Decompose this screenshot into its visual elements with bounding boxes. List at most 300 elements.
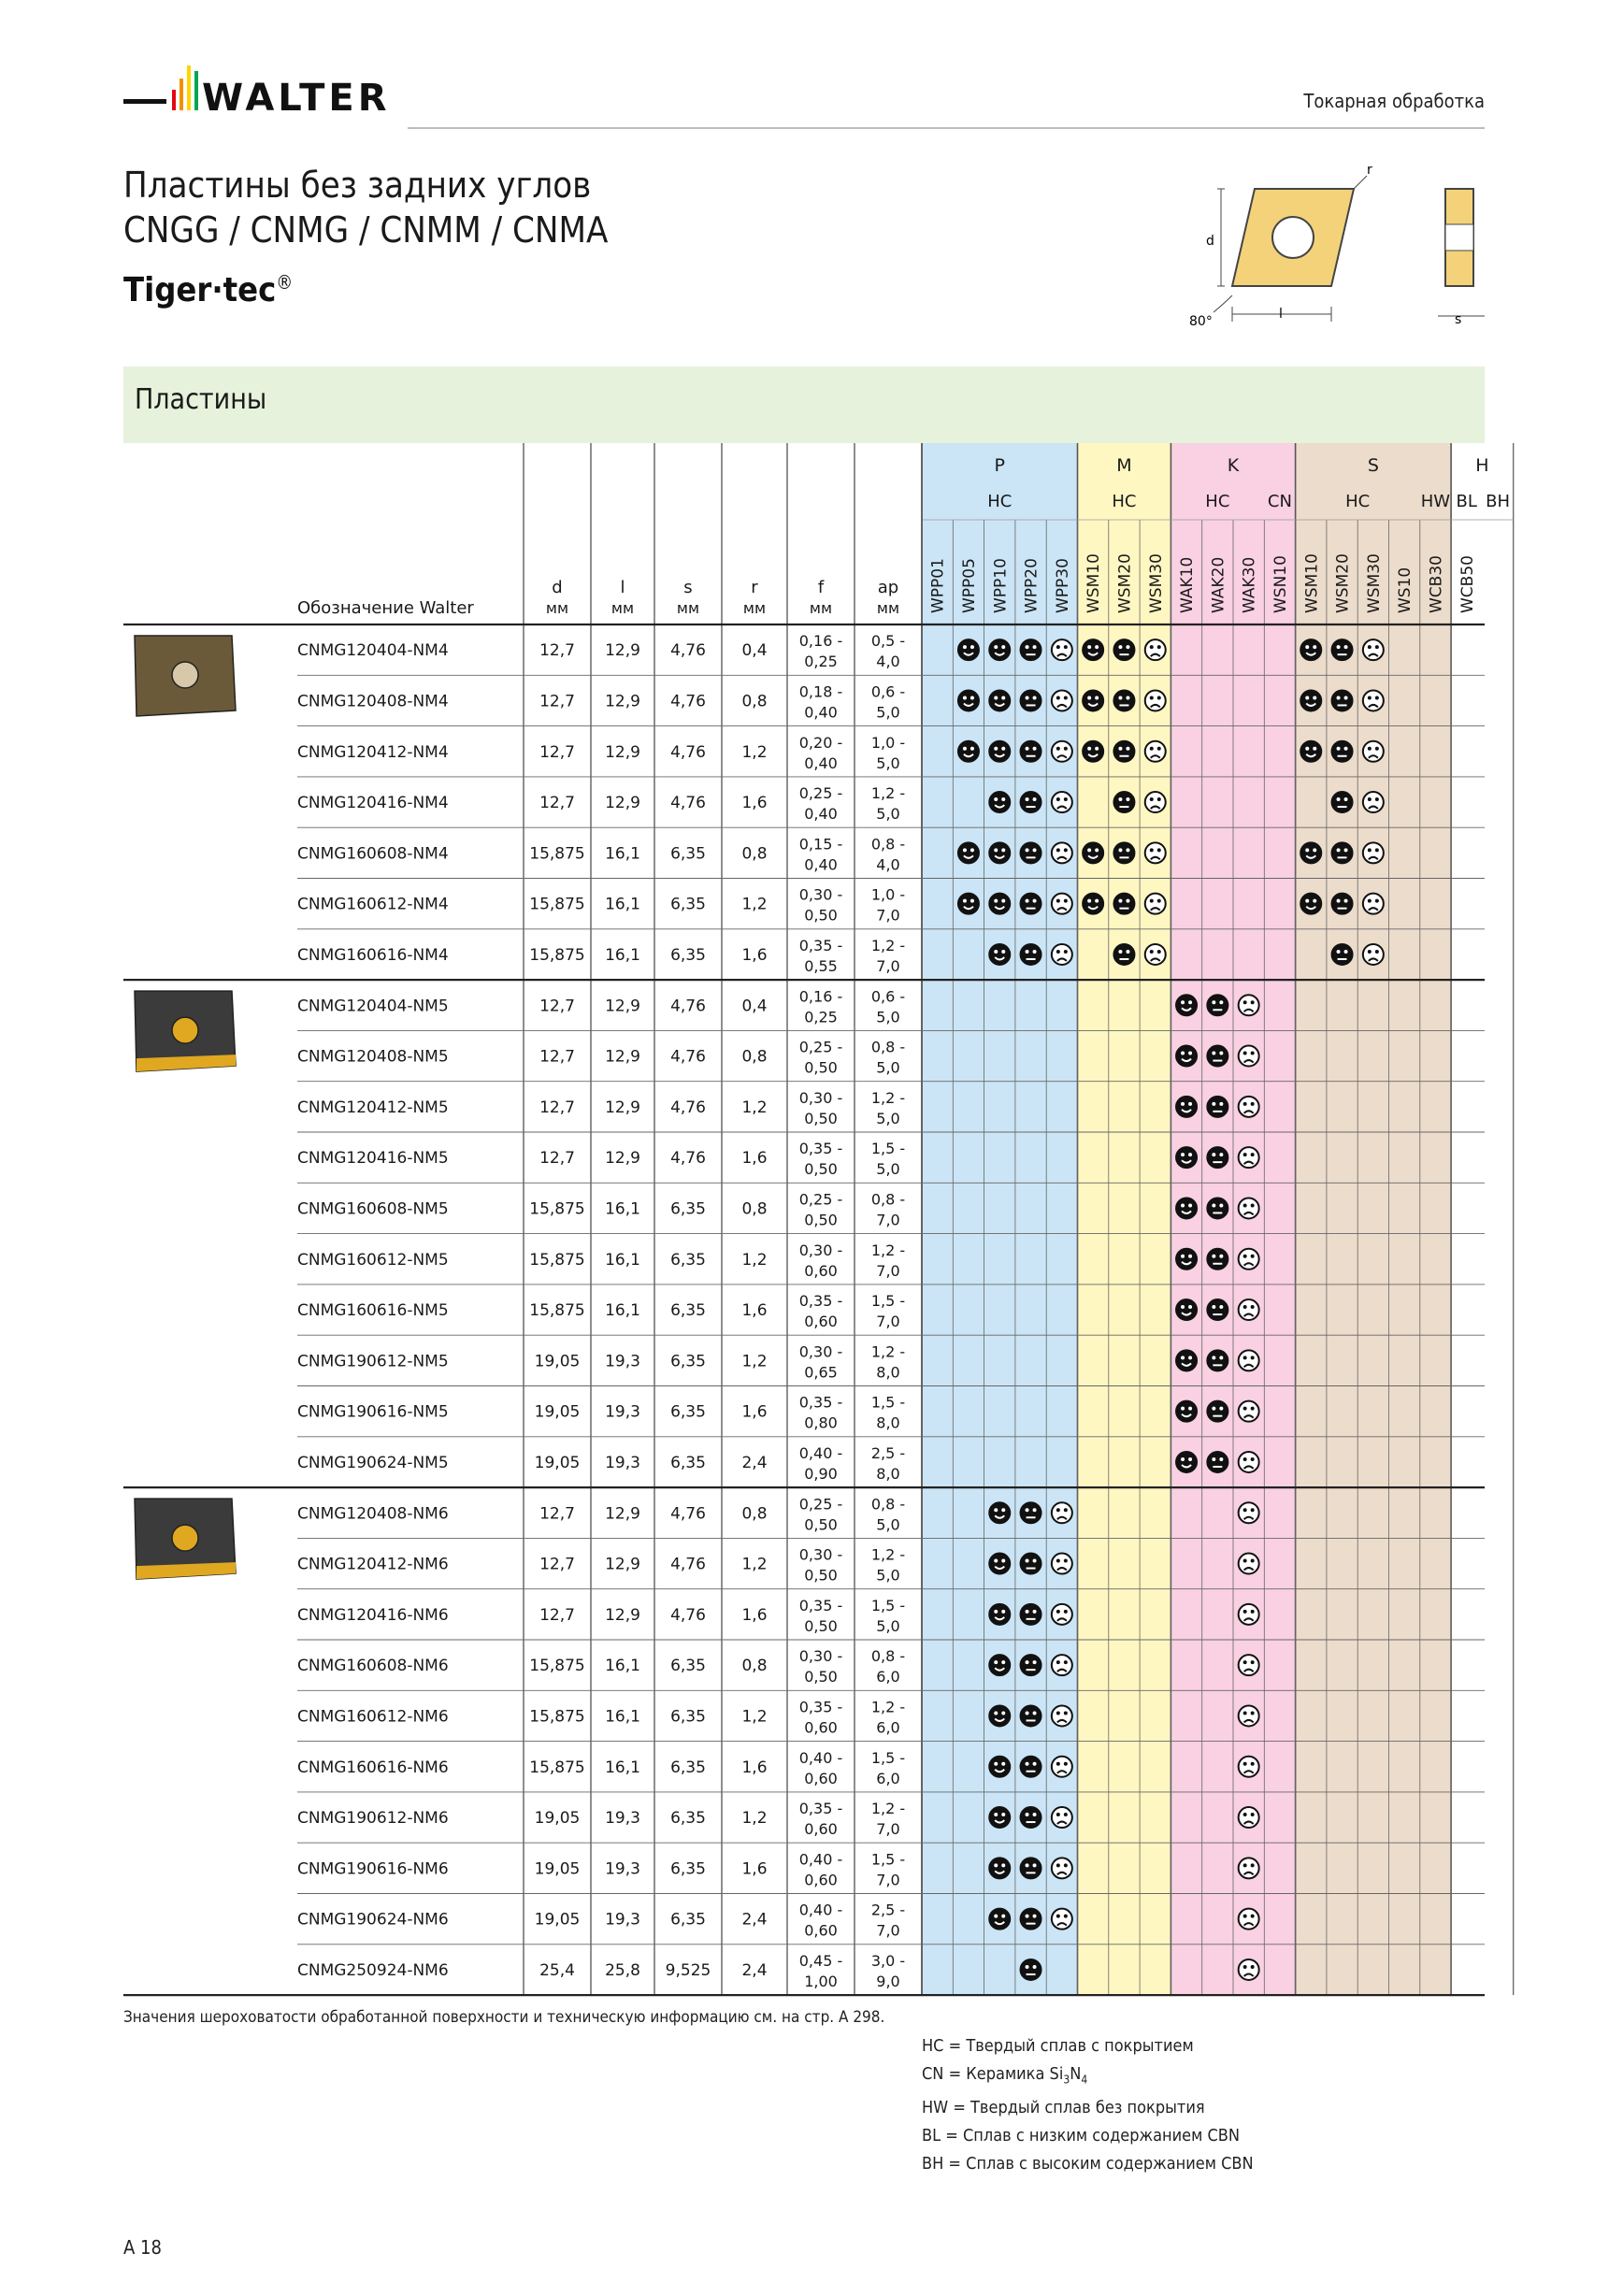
row-dim-value: 4,76	[670, 1605, 706, 1625]
limited-application-icon	[1239, 1705, 1259, 1726]
row-range-to: 0,60	[804, 1261, 838, 1280]
good-application-icon	[989, 1858, 1010, 1878]
row-dim-value: 12,9	[605, 1555, 640, 1574]
row-dim-value: 16,1	[605, 1250, 640, 1270]
row-dim-value: 6,35	[670, 844, 706, 864]
good-application-icon	[989, 1604, 1010, 1625]
medium-application-icon	[1332, 792, 1353, 812]
row-range-from: 0,5 -	[870, 632, 906, 651]
row-dim-value: 6,35	[670, 895, 706, 914]
row-range-to: 0,50	[804, 1058, 838, 1077]
grade-label: WAK10	[1178, 556, 1198, 613]
good-application-icon	[1083, 741, 1103, 762]
limited-application-icon	[1239, 1198, 1259, 1218]
insert-image-hole	[172, 1525, 198, 1551]
grade-label: WPP01	[928, 558, 948, 613]
row-dim-value: 19,05	[534, 1859, 581, 1879]
row-range-to: 4,0	[876, 855, 900, 874]
row-range-to: 0,50	[804, 1211, 838, 1229]
row-dim-value: 15,875	[529, 1707, 585, 1727]
material-subgroup-label: CN	[1267, 492, 1292, 511]
row-range-from: 1,0 -	[870, 733, 906, 752]
row-dim-value: 0,8	[741, 844, 768, 864]
good-application-icon	[989, 792, 1010, 812]
row-dim-value: 1,2	[741, 1352, 768, 1371]
row-range-from: 0,30 -	[798, 1241, 843, 1259]
row-dim-value: 19,05	[534, 1453, 581, 1472]
row-dim-value: 1,2	[741, 742, 768, 762]
page-number: A 18	[123, 2236, 162, 2259]
row-designation: CNMG120412-NM5	[297, 1098, 449, 1117]
medium-application-icon	[1207, 1299, 1228, 1320]
good-application-icon	[1176, 1097, 1197, 1117]
row-range-to: 6,0	[876, 1718, 900, 1737]
row-designation: CNMG160608-NM6	[297, 1657, 449, 1676]
row-range-to: 0,50	[804, 1160, 838, 1179]
row-range-to: 0,50	[804, 1668, 838, 1686]
legend-hc: HC = Твердый сплав с покрытием	[922, 2036, 1194, 2056]
row-range-from: 1,5 -	[870, 1292, 906, 1311]
limited-application-icon	[1239, 1401, 1259, 1422]
row-dim-value: 12,7	[539, 1047, 575, 1067]
medium-application-icon	[1207, 1198, 1228, 1218]
grade-label: WCB50	[1458, 555, 1477, 613]
row-dim-value: 12,9	[605, 1098, 640, 1117]
medium-application-icon	[1021, 944, 1041, 965]
good-application-icon	[989, 842, 1010, 863]
good-application-icon	[1176, 1350, 1197, 1370]
row-range-to: 5,0	[876, 1109, 900, 1127]
grade-label: WSM30	[1146, 553, 1166, 613]
limited-application-icon	[1239, 1655, 1259, 1675]
limited-application-icon	[1052, 741, 1072, 762]
drawing-label-d: d	[1206, 234, 1214, 249]
row-dim-value: 16,1	[605, 945, 640, 965]
limited-application-icon	[1145, 944, 1166, 965]
limited-application-icon	[1239, 1858, 1259, 1878]
medium-application-icon	[1113, 894, 1134, 914]
row-dim-value: 4,76	[670, 1047, 706, 1067]
row-dim-value: 19,05	[534, 1809, 581, 1829]
row-dim-value: 1,6	[741, 1605, 768, 1625]
row-range-from: 1,5 -	[870, 1596, 906, 1614]
grade-label: WSM30	[1364, 553, 1384, 613]
good-application-icon	[958, 690, 979, 710]
limited-application-icon	[1052, 1807, 1072, 1828]
row-range-from: 0,30 -	[798, 1342, 843, 1361]
good-application-icon	[1300, 639, 1321, 660]
medium-application-icon	[1021, 690, 1041, 710]
limited-application-icon	[1239, 1299, 1259, 1320]
row-range-to: 0,50	[804, 1566, 838, 1585]
row-designation: CNMG120404-NM4	[297, 641, 449, 661]
row-range-to: 0,50	[804, 1616, 838, 1635]
medium-application-icon	[1113, 792, 1134, 812]
good-application-icon	[1300, 842, 1321, 863]
row-range-to: 0,50	[804, 1109, 838, 1127]
row-range-to: 7,0	[876, 1820, 900, 1839]
row-dim-value: 6,35	[670, 1758, 706, 1777]
material-group-label: M	[1116, 455, 1132, 476]
row-designation: CNMG120412-NM4	[297, 742, 449, 762]
medium-application-icon	[1113, 944, 1134, 965]
row-range-to: 7,0	[876, 906, 900, 925]
medium-application-icon	[1207, 1046, 1228, 1067]
row-range-to: 0,60	[804, 1871, 838, 1889]
drawing-label-l: l	[1279, 307, 1283, 322]
medium-application-icon	[1021, 842, 1041, 863]
row-dim-value: 15,875	[529, 844, 585, 864]
limited-application-icon	[1145, 741, 1166, 762]
medium-application-icon	[1207, 1249, 1228, 1270]
section-band-title: Пластины	[135, 383, 267, 416]
row-dim-value: 4,76	[670, 641, 706, 661]
row-range-to: 1,00	[804, 1972, 838, 1990]
row-range-from: 0,35 -	[798, 1800, 843, 1818]
medium-application-icon	[1332, 741, 1353, 762]
grade-label: WAK30	[1240, 556, 1259, 613]
dim-header-unit: мм	[610, 599, 635, 617]
row-dim-value: 16,1	[605, 895, 640, 914]
row-dim-value: 1,6	[741, 1859, 768, 1879]
row-dim-value: 15,875	[529, 1657, 585, 1676]
row-designation: CNMG160612-NM6	[297, 1707, 449, 1727]
medium-application-icon	[1021, 1604, 1041, 1625]
row-range-from: 1,2 -	[870, 1342, 906, 1361]
limited-application-icon	[1239, 1249, 1259, 1270]
row-designation: CNMG160616-NM6	[297, 1758, 449, 1777]
material-group-bg	[1078, 443, 1171, 1995]
row-dim-value: 19,3	[605, 1859, 640, 1879]
row-range-from: 0,25 -	[798, 784, 843, 803]
row-designation: CNMG190612-NM5	[297, 1352, 449, 1371]
limited-application-icon	[1239, 1959, 1259, 1980]
row-dim-value: 0,8	[741, 1657, 768, 1676]
row-dim-value: 19,05	[534, 1910, 581, 1930]
good-application-icon	[1176, 995, 1197, 1015]
dim-header-label: ap	[877, 578, 899, 597]
good-application-icon	[1300, 690, 1321, 710]
row-range-to: 0,60	[804, 1313, 838, 1331]
row-range-to: 5,0	[876, 1616, 900, 1635]
row-range-from: 1,5 -	[870, 1748, 906, 1767]
material-subgroup-label: HC	[1345, 492, 1371, 511]
row-dim-value: 2,4	[741, 1960, 768, 1980]
row-dim-value: 0,8	[741, 692, 768, 711]
row-dim-value: 12,9	[605, 1504, 640, 1524]
row-range-from: 3,0 -	[870, 1951, 906, 1970]
row-dim-value: 12,9	[605, 692, 640, 711]
row-dim-value: 19,05	[534, 1402, 581, 1422]
grade-label: WS10	[1396, 567, 1415, 613]
row-dim-value: 19,3	[605, 1809, 640, 1829]
row-designation: CNMG160612-NM4	[297, 895, 449, 914]
medium-application-icon	[1021, 741, 1041, 762]
medium-application-icon	[1021, 1959, 1041, 1980]
medium-application-icon	[1207, 995, 1228, 1015]
medium-application-icon	[1021, 1554, 1041, 1574]
row-range-to: 0,25	[804, 1008, 838, 1026]
medium-application-icon	[1021, 639, 1041, 660]
medium-application-icon	[1021, 894, 1041, 914]
good-application-icon	[989, 741, 1010, 762]
row-dim-value: 4,76	[670, 1555, 706, 1574]
row-designation: CNMG120416-NM5	[297, 1149, 449, 1169]
good-application-icon	[989, 1554, 1010, 1574]
legend-hw: HW = Твердый сплав без покрытия	[922, 2097, 1205, 2117]
row-designation: CNMG190624-NM6	[297, 1910, 449, 1930]
row-dim-value: 25,4	[539, 1960, 575, 1980]
dim-header-label: d	[552, 578, 563, 597]
grade-label: WSM20	[1115, 553, 1135, 613]
row-dim-value: 12,7	[539, 1555, 575, 1574]
dim-header-label: s	[683, 578, 693, 597]
row-dim-value: 16,1	[605, 1657, 640, 1676]
material-group-label: P	[994, 455, 1005, 476]
row-range-from: 0,35 -	[798, 1698, 843, 1716]
good-application-icon	[1083, 690, 1103, 710]
good-application-icon	[989, 1502, 1010, 1523]
medium-application-icon	[1021, 1705, 1041, 1726]
row-designation: CNMG120416-NM4	[297, 794, 449, 813]
row-dim-value: 1,2	[741, 1707, 768, 1727]
row-range-to: 0,60	[804, 1921, 838, 1940]
row-range-to: 9,0	[876, 1972, 900, 1990]
row-range-to: 0,55	[804, 956, 838, 975]
good-application-icon	[1176, 1249, 1197, 1270]
row-range-to: 0,40	[804, 855, 838, 874]
row-range-to: 5,0	[876, 1008, 900, 1026]
row-range-to: 0,40	[804, 753, 838, 772]
row-designation: CNMG160608-NM4	[297, 844, 449, 864]
row-range-from: 1,2 -	[870, 1698, 906, 1716]
legend-cn: CN = Керамика $Si_3N_4$	[922, 2064, 1088, 2087]
row-dim-value: 4,76	[670, 692, 706, 711]
row-range-from: 0,40 -	[798, 1748, 843, 1767]
medium-application-icon	[1332, 690, 1353, 710]
row-dim-value: 16,1	[605, 1199, 640, 1219]
material-group-bg	[1296, 443, 1452, 1995]
row-dim-value: 12,9	[605, 1047, 640, 1067]
limited-application-icon	[1052, 792, 1072, 812]
row-dim-value: 6,35	[670, 1402, 706, 1422]
limited-application-icon	[1239, 1147, 1259, 1168]
row-range-to: 0,50	[804, 906, 838, 925]
row-dim-value: 16,1	[605, 844, 640, 864]
row-range-from: 0,8 -	[870, 1190, 906, 1209]
drawing-label-angle: 80°	[1189, 314, 1213, 329]
row-dim-value: 19,3	[605, 1453, 640, 1472]
row-range-to: 6,0	[876, 1668, 900, 1686]
material-group-label: H	[1475, 455, 1489, 476]
medium-application-icon	[1207, 1147, 1228, 1168]
insert-image-hole	[172, 1017, 198, 1043]
row-dim-value: 4,76	[670, 1504, 706, 1524]
row-range-from: 1,2 -	[870, 1545, 906, 1564]
material-group-label: K	[1227, 455, 1240, 476]
row-range-from: 0,35 -	[798, 936, 843, 954]
drawing-label-r: r	[1367, 166, 1372, 178]
section-label: Токарная обработка	[1303, 90, 1485, 112]
row-dim-value: 1,2	[741, 1555, 768, 1574]
row-range-from: 1,0 -	[870, 885, 906, 904]
limited-application-icon	[1363, 741, 1384, 762]
row-dim-value: 12,9	[605, 794, 640, 813]
row-dim-value: 16,1	[605, 1301, 640, 1321]
dim-header-label: r	[751, 578, 758, 597]
good-application-icon	[1300, 894, 1321, 914]
limited-application-icon	[1239, 1807, 1259, 1828]
row-range-from: 1,2 -	[870, 784, 906, 803]
row-range-to: 5,0	[876, 1515, 900, 1534]
row-dim-value: 19,3	[605, 1352, 640, 1371]
row-dim-value: 25,8	[605, 1960, 640, 1980]
medium-application-icon	[1021, 1909, 1041, 1930]
good-application-icon	[989, 1655, 1010, 1675]
row-range-from: 0,30 -	[798, 1545, 843, 1564]
good-application-icon	[1176, 1046, 1197, 1067]
row-designation: CNMG120416-NM6	[297, 1605, 449, 1625]
row-dim-value: 12,9	[605, 1605, 640, 1625]
row-dim-value: 15,875	[529, 1199, 585, 1219]
row-range-to: 5,0	[876, 703, 900, 722]
row-range-to: 0,60	[804, 1718, 838, 1737]
row-dim-value: 15,875	[529, 895, 585, 914]
limited-application-icon	[1052, 894, 1072, 914]
medium-application-icon	[1113, 842, 1134, 863]
row-dim-value: 1,6	[741, 1149, 768, 1169]
footnote: Значения шероховатости обработанной поверхности и техническую информацию см. на стр. А 298.	[123, 2008, 885, 2027]
limited-application-icon	[1145, 894, 1166, 914]
row-range-from: 0,6 -	[870, 987, 906, 1006]
row-dim-value: 12,7	[539, 692, 575, 711]
row-dim-value: 0,4	[741, 997, 768, 1016]
row-range-from: 0,40 -	[798, 1850, 843, 1869]
row-range-from: 0,30 -	[798, 1088, 843, 1107]
row-designation: CNMG250924-NM6	[297, 1960, 449, 1980]
row-dim-value: 15,875	[529, 1301, 585, 1321]
row-dim-value: 12,7	[539, 1504, 575, 1524]
row-range-from: 0,25 -	[798, 1038, 843, 1056]
medium-application-icon	[1207, 1401, 1228, 1422]
row-range-from: 0,8 -	[870, 835, 906, 854]
row-range-from: 1,5 -	[870, 1850, 906, 1869]
row-dim-value: 19,3	[605, 1910, 640, 1930]
limited-application-icon	[1052, 1554, 1072, 1574]
row-dim-value: 15,875	[529, 1250, 585, 1270]
row-dim-value: 1,6	[741, 1758, 768, 1777]
good-application-icon	[989, 639, 1010, 660]
limited-application-icon	[1363, 842, 1384, 863]
limited-application-icon	[1239, 995, 1259, 1015]
page-title-line1: Пластины без задних углов	[123, 165, 592, 206]
row-dim-value: 1,6	[741, 794, 768, 813]
row-range-to: 0,40	[804, 805, 838, 824]
row-dim-value: 6,35	[670, 1657, 706, 1676]
material-subgroup-label: HW	[1420, 492, 1451, 511]
row-dim-value: 1,6	[741, 945, 768, 965]
row-range-to: 0,65	[804, 1363, 838, 1382]
row-range-to: 7,0	[876, 1871, 900, 1889]
row-dim-value: 4,76	[670, 794, 706, 813]
medium-application-icon	[1332, 944, 1353, 965]
good-application-icon	[958, 741, 979, 762]
row-range-from: 0,40 -	[798, 1443, 843, 1462]
limited-application-icon	[1363, 690, 1384, 710]
row-dim-value: 19,05	[534, 1352, 581, 1371]
row-range-to: 7,0	[876, 1211, 900, 1229]
limited-application-icon	[1239, 1097, 1259, 1117]
limited-application-icon	[1239, 1046, 1259, 1067]
row-designation: CNMG160616-NM4	[297, 945, 449, 965]
medium-application-icon	[1113, 741, 1134, 762]
limited-application-icon	[1052, 842, 1072, 863]
row-range-from: 1,2 -	[870, 1241, 906, 1259]
row-range-to: 0,50	[804, 1515, 838, 1534]
limited-application-icon	[1052, 944, 1072, 965]
grade-label: WSM20	[1333, 553, 1353, 613]
material-group-bg	[1451, 443, 1514, 1995]
row-dim-value: 6,35	[670, 1910, 706, 1930]
row-range-from: 0,30 -	[798, 1647, 843, 1666]
limited-application-icon	[1052, 1705, 1072, 1726]
row-range-from: 2,5 -	[870, 1901, 906, 1919]
material-subgroup-label: BL	[1456, 492, 1477, 511]
row-range-from: 0,35 -	[798, 1596, 843, 1614]
row-range-from: 0,6 -	[870, 682, 906, 701]
row-range-to: 7,0	[876, 1261, 900, 1280]
brand-name: Tiger·tec	[123, 271, 277, 309]
row-designation: CNMG160616-NM5	[297, 1301, 449, 1321]
row-dim-value: 15,875	[529, 1758, 585, 1777]
row-dim-value: 12,7	[539, 794, 575, 813]
row-range-from: 0,45 -	[798, 1951, 843, 1970]
good-application-icon	[958, 639, 979, 660]
good-application-icon	[958, 894, 979, 914]
row-dim-value: 6,35	[670, 1250, 706, 1270]
row-range-from: 0,16 -	[798, 632, 843, 651]
row-dim-value: 6,35	[670, 1301, 706, 1321]
limited-application-icon	[1145, 690, 1166, 710]
good-application-icon	[1083, 894, 1103, 914]
medium-application-icon	[1021, 1502, 1041, 1523]
row-range-to: 7,0	[876, 1313, 900, 1331]
row-range-from: 0,30 -	[798, 885, 843, 904]
medium-application-icon	[1207, 1097, 1228, 1117]
limited-application-icon	[1239, 1757, 1259, 1777]
row-range-to: 5,0	[876, 1566, 900, 1585]
dim-header-unit: мм	[809, 599, 833, 617]
material-subgroup-label: HC	[1205, 492, 1230, 511]
designation-header: Обозначение Walter	[297, 598, 474, 618]
row-dim-value: 9,525	[665, 1960, 711, 1980]
medium-application-icon	[1113, 690, 1134, 710]
row-range-to: 5,0	[876, 1058, 900, 1077]
good-application-icon	[1083, 639, 1103, 660]
row-range-from: 0,15 -	[798, 835, 843, 854]
row-dim-value: 12,7	[539, 1098, 575, 1117]
limited-application-icon	[1239, 1909, 1259, 1930]
row-dim-value: 1,2	[741, 1809, 768, 1829]
row-range-from: 0,8 -	[870, 1495, 906, 1514]
limited-application-icon	[1052, 1604, 1072, 1625]
row-range-to: 7,0	[876, 956, 900, 975]
row-dim-value: 12,7	[539, 641, 575, 661]
row-dim-value: 2,4	[741, 1453, 768, 1472]
limited-application-icon	[1145, 639, 1166, 660]
row-dim-value: 6,35	[670, 945, 706, 965]
row-range-from: 0,8 -	[870, 1647, 906, 1666]
